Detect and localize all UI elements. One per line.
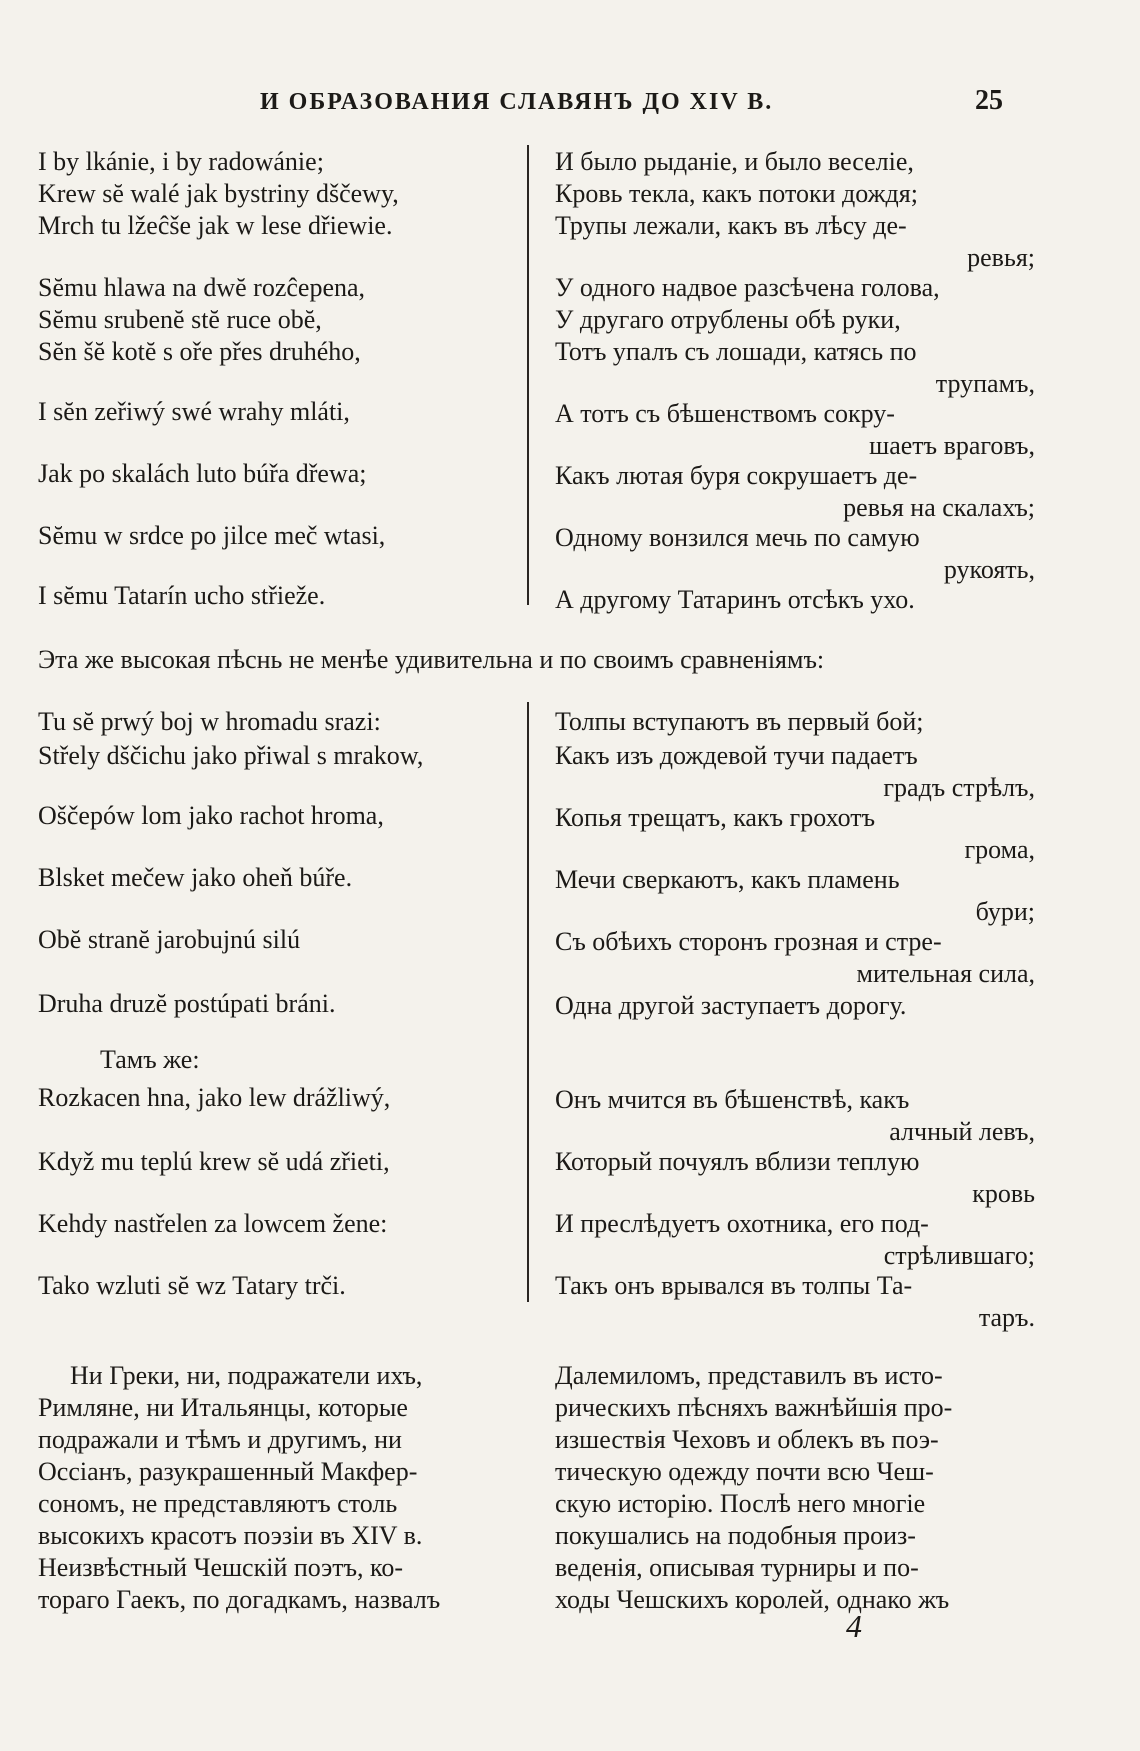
prose-line: Оссіанъ, разукрашенный Макфер- (38, 1457, 418, 1486)
translation-line: А другому Татаринъ отсѣкъ ухо. (555, 585, 915, 614)
translation-line: У одного надвое разсѣчена голова, (555, 273, 940, 302)
verse-line: Když mu teplú krew sĕ udá zřieti, (38, 1147, 390, 1176)
verse-line: Sĕn šĕ kotĕ s oře přes druhého, (38, 337, 361, 366)
prose-line: рическихъ пѣсняхъ важнѣйшія про- (555, 1393, 953, 1422)
prose-line: высокихъ красотъ поэзіи въ XIV в. (38, 1521, 423, 1550)
verse-line: I sĕmu Tatarín ucho střieže. (38, 581, 326, 610)
translation-line: таръ. (978, 1303, 1035, 1332)
translation-line: градъ стрѣлъ, (883, 773, 1035, 802)
translation-line: Одному вонзился мечь по самую (555, 523, 920, 552)
translation-line: мительная сила, (856, 959, 1035, 988)
prose-line: подражали и тѣмъ и другимъ, ни (38, 1425, 402, 1454)
prose-line: Ни Греки, ни, подражатели ихъ, (70, 1361, 423, 1390)
prose-line: ходы Чешскихъ королей, однако жъ (555, 1585, 950, 1614)
prose-line: тораго Гаекъ, по догадкамъ, назвалъ (38, 1585, 441, 1614)
translation-line: Тотъ упалъ съ лошади, катясь по (555, 337, 917, 366)
translation-line: Съ обѣихъ сторонъ грозная и стре- (555, 927, 942, 956)
verse-line: Sĕmu hlawa na dwĕ rozĉepena, (38, 273, 366, 302)
translation-line: И преслѣдуетъ охотника, его под- (555, 1209, 929, 1238)
translation-line: ревья на скалахъ; (843, 493, 1035, 522)
prose-line: Римляне, ни Итальянцы, которые (38, 1393, 408, 1422)
column-divider (527, 145, 529, 605)
translation-line: Мечи сверкаютъ, какъ пламень (555, 865, 900, 894)
translation-line: стрѣлившаго; (883, 1241, 1035, 1270)
verse-line: Mrch tu lžeĉše jak w lese dřiewie. (38, 211, 393, 240)
translation-line: грома, (964, 835, 1035, 864)
translation-line: Толпы вступаютъ въ первый бой; (555, 707, 924, 736)
translation-line: алчный левъ, (889, 1117, 1035, 1146)
page-number: 25 (975, 85, 1003, 116)
translation-line: Такъ онъ врывался въ толпы Та- (555, 1271, 913, 1300)
verse-line: Střely dščichu jako přiwal s mrakow, (38, 741, 424, 770)
translation-line: рукоять, (943, 555, 1035, 584)
verse-line: Tu sĕ prwý boj w hromadu srazi: (38, 707, 381, 736)
column-divider (527, 702, 529, 1302)
verse-line: Druha druzĕ postúpati bráni. (38, 989, 336, 1018)
translation-line: Онъ мчится въ бѣшенствѣ, какъ (555, 1085, 910, 1114)
prose-line: Неизвѣстный Чешскій поэтъ, ко- (38, 1553, 404, 1582)
verse-line: Krew sĕ walé jak bystriny dščewy, (38, 179, 399, 208)
prose-line: изшествія Чеховъ и облекъ въ поэ- (555, 1425, 939, 1454)
translation-line: Кровь текла, какъ потоки дождя; (555, 179, 918, 208)
page-header (0, 85, 1140, 125)
translation-line: А тотъ съ бѣшенствомъ сокру- (555, 399, 895, 428)
verse-line: Kehdy nastřelen za lowcem žene: (38, 1209, 388, 1238)
translation-line: ревья; (967, 243, 1035, 272)
verse-line: Oščepów lom jako rachot hroma, (38, 801, 384, 830)
translation-line: Копья трещатъ, какъ грохотъ (555, 803, 876, 832)
verse-line: Jak po skalách luto búřa dřewa; (38, 459, 367, 488)
translation-line: Который почуялъ вблизи теплую (555, 1147, 920, 1176)
translation-line: трупамъ, (935, 369, 1035, 398)
prose-line: Далемиломъ, представилъ въ исто- (555, 1361, 943, 1390)
translation-line: кровь (972, 1179, 1035, 1208)
translation-line: У другаго отрублены обѣ руки, (555, 305, 901, 334)
translation-line: Какъ лютая буря сокрушаетъ де- (555, 461, 918, 490)
prose-line: веденія, описывая турниры и по- (555, 1553, 919, 1582)
verse-line: Sĕmu srubenĕ stĕ ruce obĕ, (38, 305, 322, 334)
running-head: И ОБРАЗОВАНИЯ СЛАВЯНЪ ДО XIV В. (260, 89, 774, 115)
prose-line: покушались на подобныя произ- (555, 1521, 916, 1550)
verse-line: I by lkánie, i by radowánie; (38, 147, 324, 176)
subheading: Тамъ же: (100, 1045, 200, 1074)
prose-line: сономъ, не представляютъ столь (38, 1489, 398, 1518)
verse-line: Sĕmu w srdce po jilce meč wtasi, (38, 521, 386, 550)
prose-line: скую исторію. Послѣ него многіе (555, 1489, 926, 1518)
verse-line: Tako wzluti sĕ wz Tatary trči. (38, 1271, 346, 1300)
translation-line: шаетъ враговъ, (869, 431, 1035, 460)
verse-line: Rozkacen hna, jako lew drážliwý, (38, 1083, 391, 1112)
verse-line: Obĕ stranĕ jarobujnú silú (38, 925, 301, 954)
intro-sentence: Эта же высокая пѣснь не менѣе удивительна и по своимъ сравненіямъ: (38, 645, 825, 674)
verse-line: Blsket mečew jako oheň búře. (38, 863, 353, 892)
translation-line: Одна другой заступаетъ дорогу. (555, 991, 907, 1020)
verse-line: I sĕn zeřiwý swé wrahy mláti, (38, 397, 350, 426)
translation-line: бури; (975, 897, 1035, 926)
translation-line: И было рыданіе, и было веселіе, (555, 147, 914, 176)
signature-mark: 4 (846, 1608, 862, 1644)
translation-line: Трупы лежали, какъ въ лѣсу де- (555, 211, 907, 240)
translation-line: Какъ изъ дождевой тучи падаетъ (555, 741, 918, 770)
prose-line: тическую одежду почти всю Чеш- (555, 1457, 934, 1486)
